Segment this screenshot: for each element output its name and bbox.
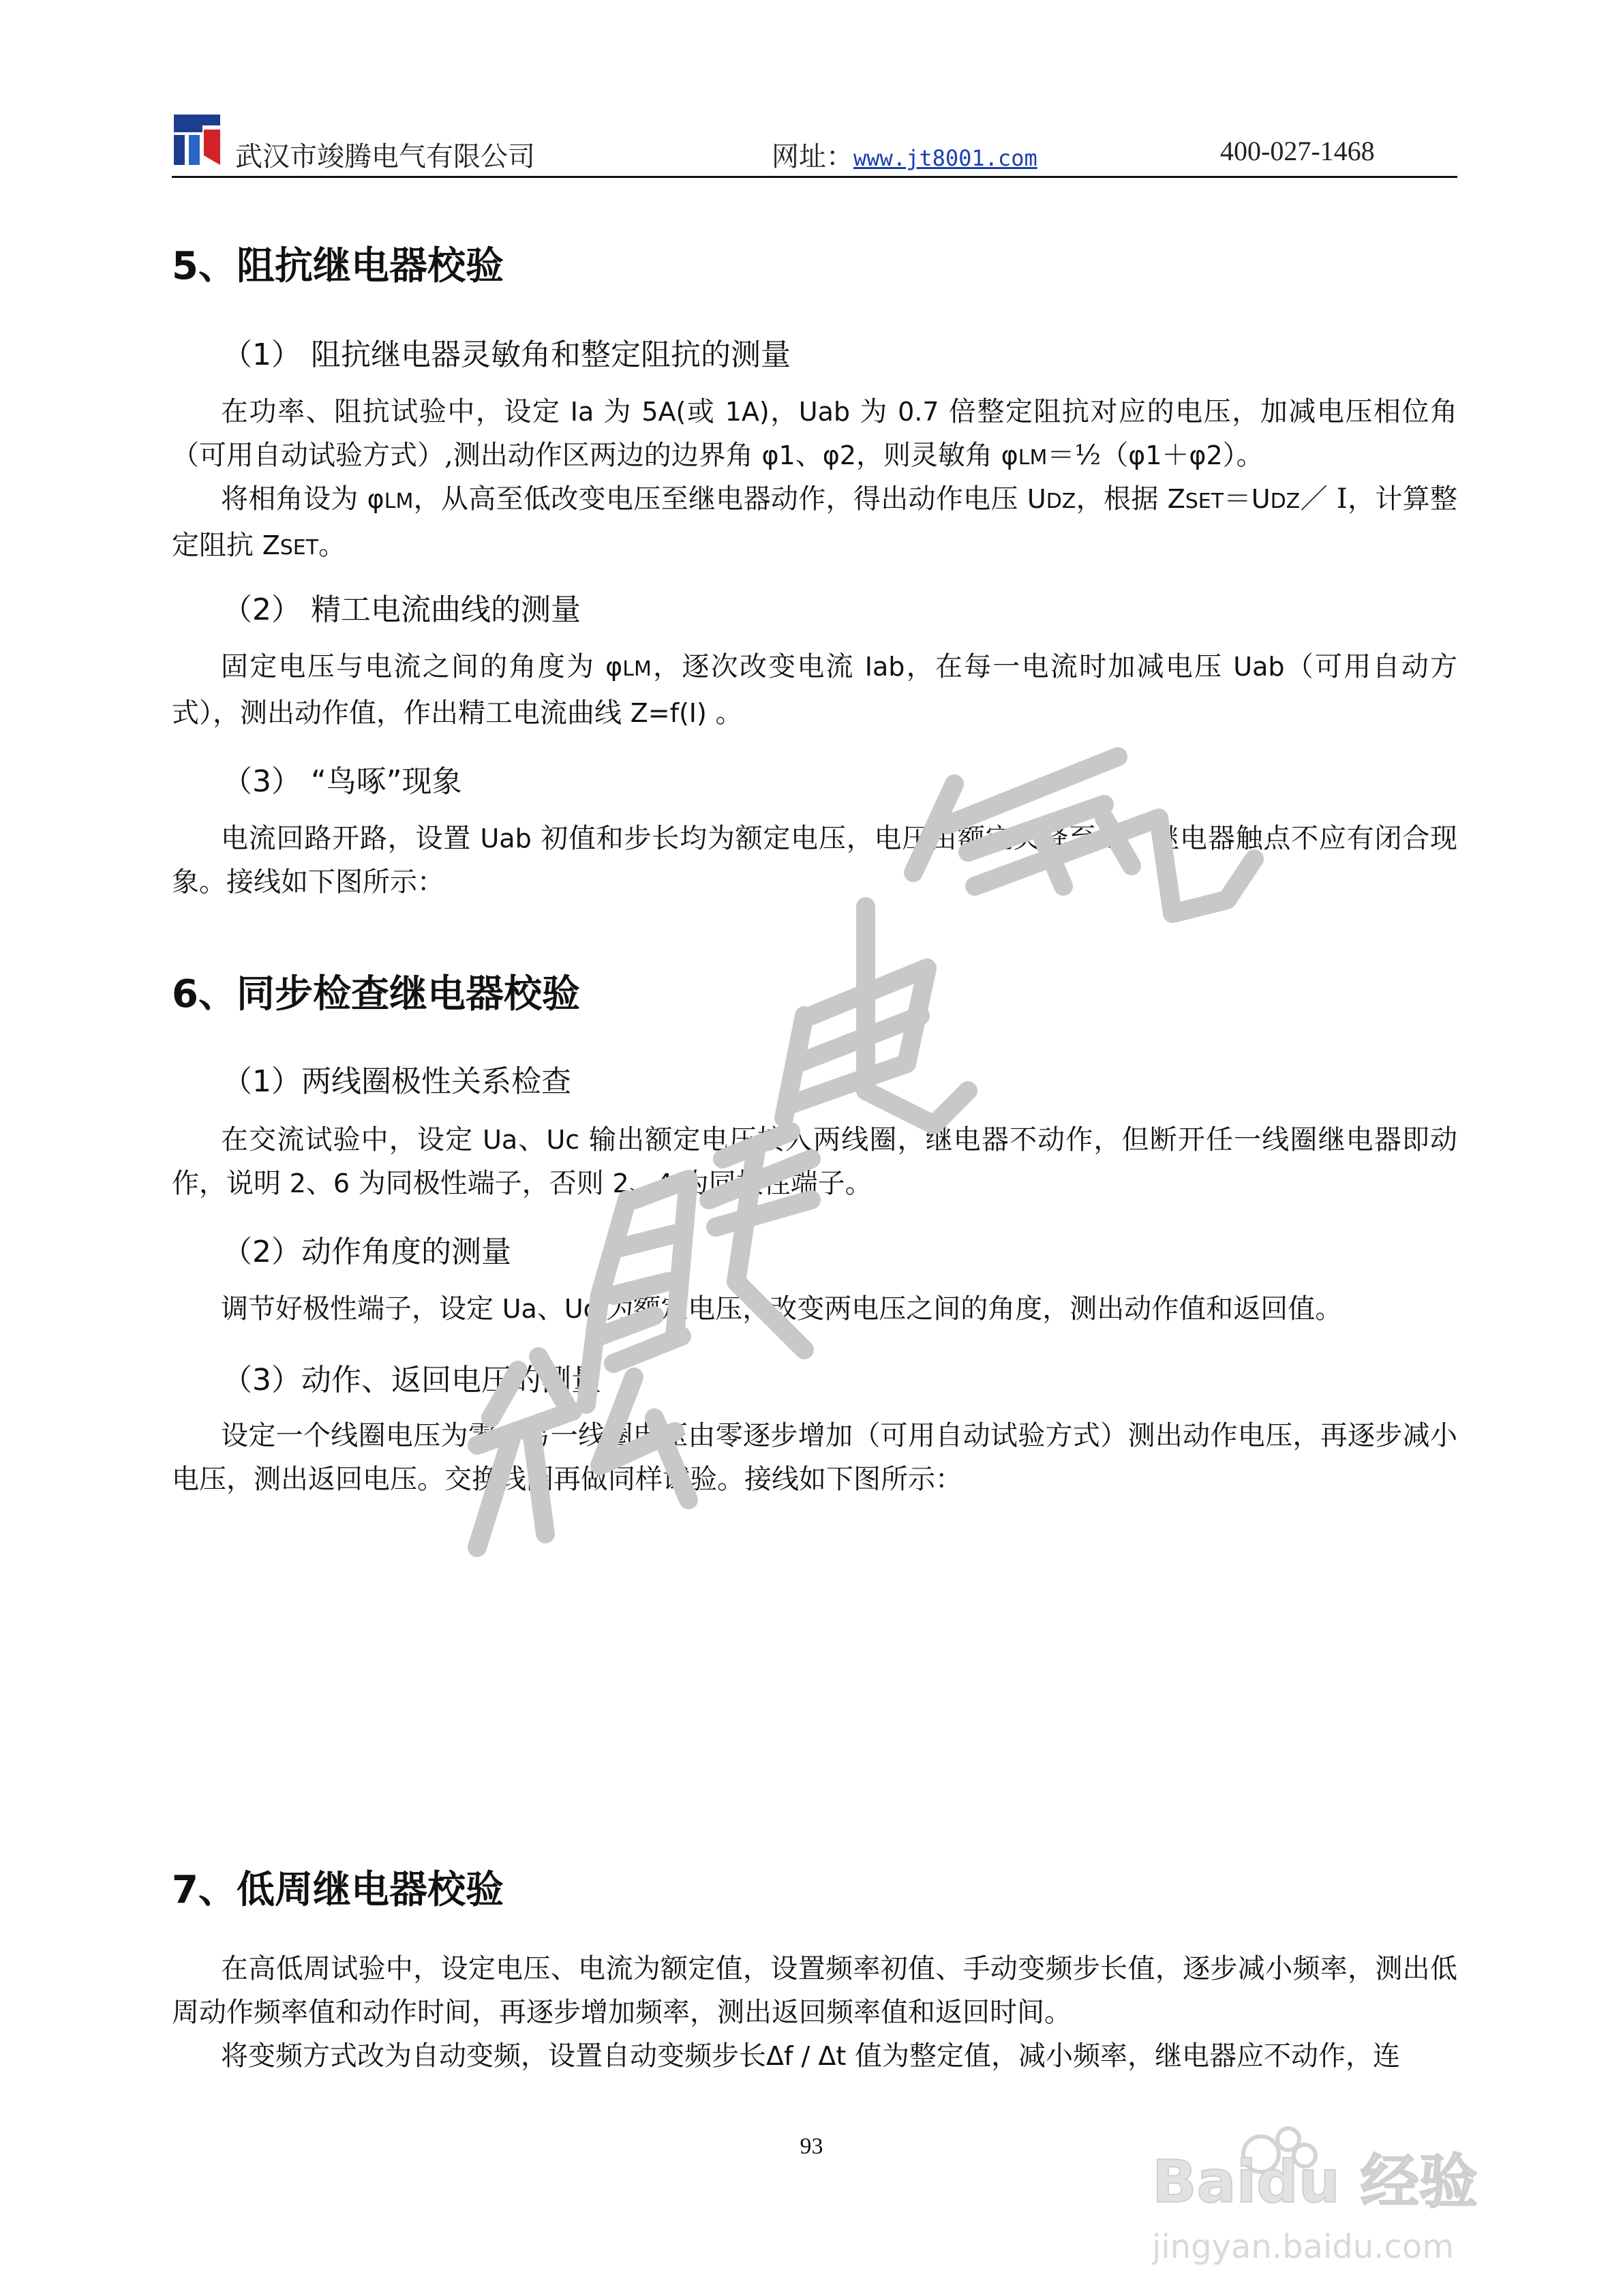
section-7-title: 7、低周继电器校验 bbox=[172, 1868, 504, 1912]
header-company-name: 武汉市竣腾电气有限公司 bbox=[235, 141, 535, 172]
jt-logo-icon bbox=[172, 113, 222, 166]
section-5-paragraph-3: 固定电压与电流之间的角度为 φLM，逐次改变电流 Iab，在每一电流时加减电压 Uab（可用自动方式），测出动作值，作出精工电流曲线 Z=f(I) 。 bbox=[172, 651, 1458, 729]
section-5-paragraph-2: 将相角设为 φLM，从高至低改变电压至继电器动作，得出动作电压 UDZ，根据 ZSET＝UDZ／ Ⅰ，计算整定阻抗 ZSET。 bbox=[172, 483, 1458, 561]
section-6-title: 6、同步检查继电器校验 bbox=[172, 972, 580, 1016]
section-5-paragraph-1: 在功率、阻抗试验中，设定 Ia 为 5A(或 1A)，Uab 为 0.7 倍整定阻抗对应的电压，加减电压相位角（可用自动试验方式）,测出动作区两边的边界角 φ1、φ2，则灵敏角 φLM＝½（φ1＋φ2）。 bbox=[172, 396, 1458, 471]
section-7-paragraph-1: 在高低周试验中，设定电压、电流为额定值，设置频率初值、手动变频步长值，逐步减小频率，测出低周动作频率值和动作时间，再逐步增加频率，测出返回频率值和返回时间。 bbox=[172, 1953, 1457, 2028]
section-6-subheading-1: （1）两线圈极性关系检查 bbox=[222, 1064, 571, 1099]
header-divider bbox=[172, 176, 1457, 178]
section-5-subheading-3: （3） “鸟啄”现象 bbox=[222, 764, 462, 799]
section-6-subheading-3: （3）动作、返回电压的测量 bbox=[222, 1363, 601, 1398]
section-6-paragraph-3: 设定一个线圈电压为零，另一线圈电压由零逐步增加（可用自动试验方式）测出动作电压，再逐步减小电压，测出返回电压。交换线圈再做同样试验。接线如下图所示： bbox=[172, 1420, 1457, 1495]
header-phone: 400-027-1468 bbox=[1220, 136, 1375, 166]
website-link[interactable]: www.jt8001.com bbox=[853, 145, 1037, 171]
section-6-subheading-2: （2）动作角度的测量 bbox=[222, 1235, 511, 1269]
section-6-paragraph-1: 在交流试验中，设定 Ua、Uc 输出额定电压接入两线圈，继电器不动作，但断开任一线圈继电器即动作，说明 2、6 为同极性端子，否则 2、4 为同极性端子。 bbox=[172, 1124, 1458, 1199]
baidu-watermark-title: Baidu 经验 bbox=[1152, 2148, 1478, 2216]
section-5-title: 5、阻抗继电器校验 bbox=[172, 244, 504, 288]
section-5-subheading-1: （1） 阻抗继电器灵敏角和整定阻抗的测量 bbox=[222, 337, 791, 372]
section-7-paragraph-2: 将变频方式改为自动变频，设置自动变频步长Δf / Δt 值为整定值，减小频率，继电器应不动作，连 bbox=[221, 2040, 1400, 2072]
page-number: 93 bbox=[800, 2134, 823, 2159]
section-5-paragraph-4: 电流回路开路，设置 Uab 初值和步长均为额定电压，电压由额定突降至零，继电器触点不应有闭合现象。接线如下图所示： bbox=[172, 823, 1457, 898]
section-6-paragraph-2: 调节好极性端子，设定 Ua、Uc 为额定电压，改变两电压之间的角度，测出动作值和返回值。 bbox=[221, 1293, 1343, 1325]
website-label: 网址： bbox=[772, 141, 853, 172]
header-website bbox=[772, 135, 1037, 174]
baidu-watermark bbox=[1152, 2066, 1534, 2270]
baidu-watermark-url: jingyan.baidu.com bbox=[1152, 2228, 1454, 2266]
section-5-subheading-2: （2） 精工电流曲线的测量 bbox=[222, 592, 581, 627]
